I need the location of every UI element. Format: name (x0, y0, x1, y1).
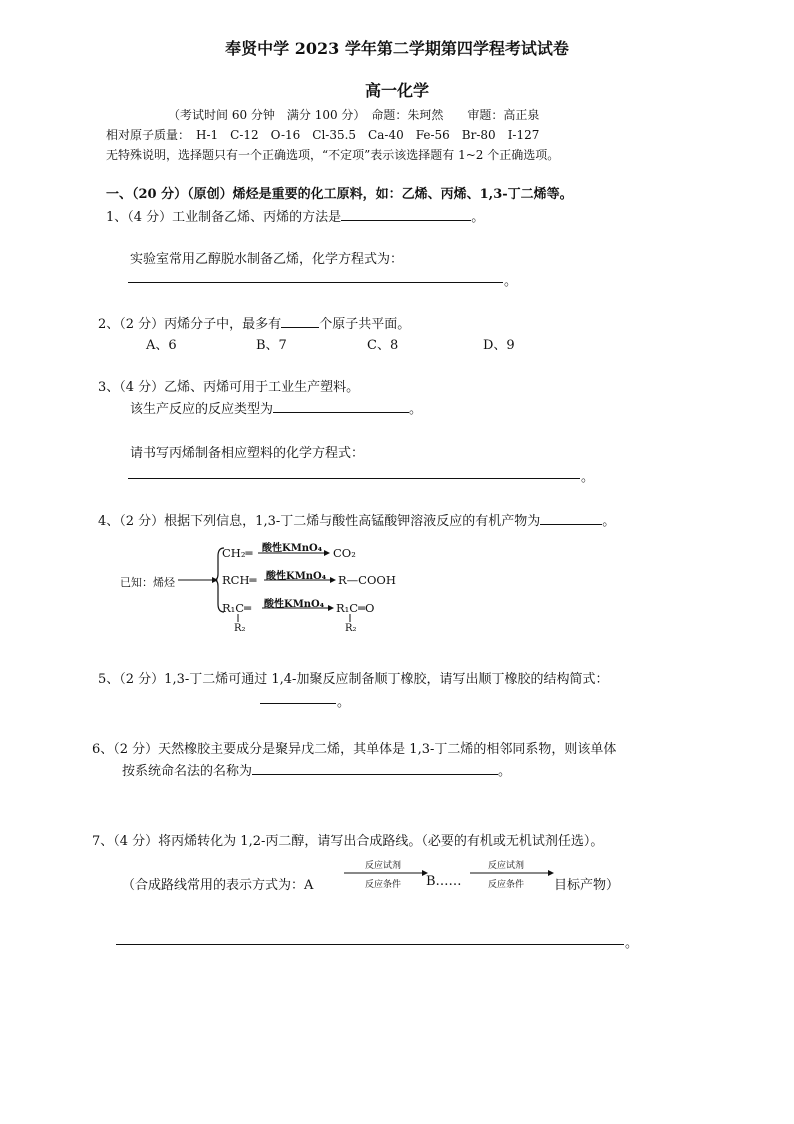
answer-blank-2[interactable] (281, 313, 319, 328)
answer-line-5[interactable] (260, 703, 336, 704)
answer-blank-3a[interactable] (273, 398, 409, 413)
section-heading: 一、（20 分）（原创）烯烃是重要的化工原料，如：乙烯、丙烯、1,3-丁二烯等。 (106, 187, 573, 202)
scheme-row3-product: R₁C═O (336, 601, 375, 615)
question-3-part2: 该生产反应的反应类型为 。 (130, 398, 422, 417)
route-prefix: （合成路线常用的表示方式为：A (122, 878, 314, 893)
exam-title: 奉贤中学 2023 学年第二学期第四学程考试试卷 (225, 39, 569, 58)
answer-blank-6[interactable] (252, 760, 498, 775)
answer-blank-4[interactable] (540, 510, 602, 525)
option-d[interactable]: D、9 (483, 338, 515, 353)
scheme-row3-reagent: 酸性KMnO₄ (264, 599, 325, 610)
scheme-row3-sub-left: R₂ (234, 623, 246, 634)
scheme-known-label: 已知：烯烃 (120, 576, 175, 589)
answer-line-1b[interactable] (128, 282, 503, 283)
question-6-part2: 按系统命名法的名称为 。 (122, 760, 511, 779)
option-b[interactable]: B、7 (256, 338, 287, 353)
question-3: 3、（4 分）乙烯、丙烯可用于工业生产塑料。 (98, 380, 360, 395)
atomic-mass: 相对原子质量： H-1 C-12 O-16 Cl-35.5 Ca-40 Fe-56 Br-80 I-127 (106, 128, 540, 142)
answer-line-7[interactable] (116, 944, 624, 945)
scheme-row1-product: CO₂ (333, 546, 356, 560)
exam-info: （考试时间 60 分钟 满分 100 分） 命题：朱珂然 审题：高正泉 (168, 108, 540, 122)
question-3-part3: 请书写丙烯制备相应塑料的化学方程式： (130, 446, 365, 461)
question-4: 4、（2 分）根据下列信息，1,3-丁二烯与酸性高锰酸钾溶液反应的有机产物为 。 (98, 510, 615, 529)
scheme-row1-reagent: 酸性KMnO₄ (262, 543, 323, 554)
question-1: 1、（4 分）工业制备乙烯、丙烯的方法是 。 (106, 206, 484, 225)
scheme-row1-reactant: CH₂═ (222, 546, 253, 560)
scheme-row3-reactant: R₁C═ (222, 601, 251, 615)
question-1-text: 1、（4 分）工业制备乙烯、丙烯的方法是 (106, 210, 342, 225)
option-a[interactable]: A、6 (146, 338, 177, 353)
scheme-row2-reagent: 酸性KMnO₄ (266, 571, 327, 582)
question-6: 6、（2 分）天然橡胶主要成分是聚异戊二烯，其单体是 1,3-丁二烯的相邻同系物，则该单体 (92, 742, 617, 757)
scheme-row2-product: R—COOH (338, 573, 396, 587)
question-1-part2: 实验室常用乙醇脱水制备乙烯，化学方程式为： (130, 252, 404, 267)
question-2: 2、（2 分）丙烯分子中，最多有 个原子共平面。 (98, 313, 410, 332)
route-mid: B…… (426, 874, 462, 889)
answer-line-3b[interactable] (128, 478, 580, 479)
answer-blank-1a[interactable] (341, 206, 471, 221)
scheme-row2-reactant: RCH═ (222, 573, 257, 587)
question-5: 5、（2 分）1,3-丁二烯可通过 1,4-加聚反应制备顺丁橡胶，请写出顺丁橡胶的结构简式： (98, 672, 609, 687)
subject-title: 高一化学 (364, 81, 429, 100)
scheme-row3-sub-right: R₂ (345, 623, 357, 634)
route-suffix: 目标产物） (554, 878, 620, 893)
instructions: 无特殊说明，选择题只有一个正确选项，“不定项”表示该选择题有 1~2 个正确选项。 (106, 148, 560, 162)
question-7: 7、（4 分）将丙烯转化为 1,2-丙二醇，请写出合成路线。（必要的有机或无机试剂任选）。 (92, 834, 604, 849)
option-c[interactable]: C、8 (367, 338, 399, 353)
